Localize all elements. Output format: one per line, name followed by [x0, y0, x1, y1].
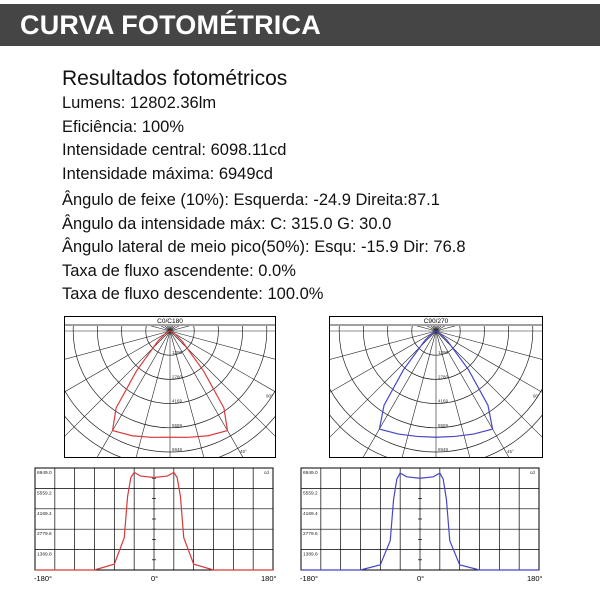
- y-tick-label: 1389.8: [303, 552, 318, 558]
- beam-angle-line: Ângulo de feixe (10%): Esquerda: -24.9 Direita:87.1: [62, 191, 440, 209]
- max-intensity-line: Intensidade máxima: 6949cd: [62, 164, 273, 183]
- ring-label: 2780: [172, 374, 183, 380]
- y-tick-label: 2779.6: [37, 532, 52, 538]
- ring-label: 2780: [438, 374, 449, 380]
- corner-mark: cd: [530, 470, 535, 475]
- photometric-results: [62, 66, 466, 307]
- ring-label: 5559: [438, 422, 449, 428]
- angle-label: 45°: [240, 449, 247, 454]
- y-tick-label: 6949.0: [303, 471, 318, 476]
- linear-chart-c0-c180: [30, 465, 300, 585]
- ring-label: 1390: [438, 350, 449, 356]
- ring-label: 4169: [172, 398, 183, 404]
- max-intensity-angle-line: Ângulo da intensidade máx: C: 315.0 G: 30.0: [62, 214, 392, 233]
- chart-title: C0/C180: [157, 318, 183, 325]
- y-tick-label: 5559.2: [303, 491, 318, 497]
- angle-label: 90°: [533, 393, 540, 399]
- y-tick-label: 5559.2: [37, 491, 52, 497]
- ring-label: 4169: [438, 398, 449, 404]
- polar-chart-c90-c270: [329, 316, 543, 458]
- section-header: CURVA FOTOMÉTRICA: [0, 4, 600, 46]
- central-intensity-line: Intensidade central: 6098.11cd: [62, 141, 287, 159]
- upward-flux-line: Taxa de fluxo ascendente: 0.0%: [62, 261, 296, 280]
- downward-flux-line: Taxa de fluxo descendente: 100.0%: [62, 285, 324, 303]
- efficiency-line: Eficiência: 100%: [62, 117, 184, 136]
- ring-label: 6949: [172, 447, 183, 452]
- y-tick-label: 6949.0: [37, 471, 52, 476]
- y-tick-label: 4169.4: [303, 511, 318, 517]
- x-tick-label: 0°: [151, 574, 159, 583]
- x-tick-label: 180°: [527, 574, 543, 583]
- results-title: Resultados fotométricos: [62, 67, 288, 90]
- x-tick-label: 0°: [417, 574, 425, 583]
- y-tick-label: 2779.6: [303, 532, 318, 538]
- ring-label: 5559: [172, 422, 183, 428]
- polar-chart-c0-c180: [64, 316, 276, 458]
- x-tick-label: -180°: [34, 574, 53, 583]
- angle-label: 90°: [266, 393, 273, 399]
- angle-label: 45°: [507, 449, 514, 454]
- x-tick-label: -180°: [300, 574, 319, 583]
- ring-label: 6949: [438, 447, 449, 452]
- x-tick-label: 180°: [261, 574, 277, 583]
- y-tick-label: 4169.4: [37, 511, 52, 517]
- corner-mark: cd: [264, 470, 269, 475]
- chart-title: C90/270: [423, 318, 449, 325]
- lumens-line: Lumens: 12802.36lm: [62, 94, 217, 112]
- y-tick-label: 1389.8: [37, 552, 52, 558]
- half-peak-angle-line: Ângulo lateral de meio pico(50%): Esqu: -15.9 Dir: 76.8: [62, 238, 466, 256]
- linear-chart-c90-c270: [296, 465, 566, 585]
- ring-label: 1390: [172, 350, 183, 356]
